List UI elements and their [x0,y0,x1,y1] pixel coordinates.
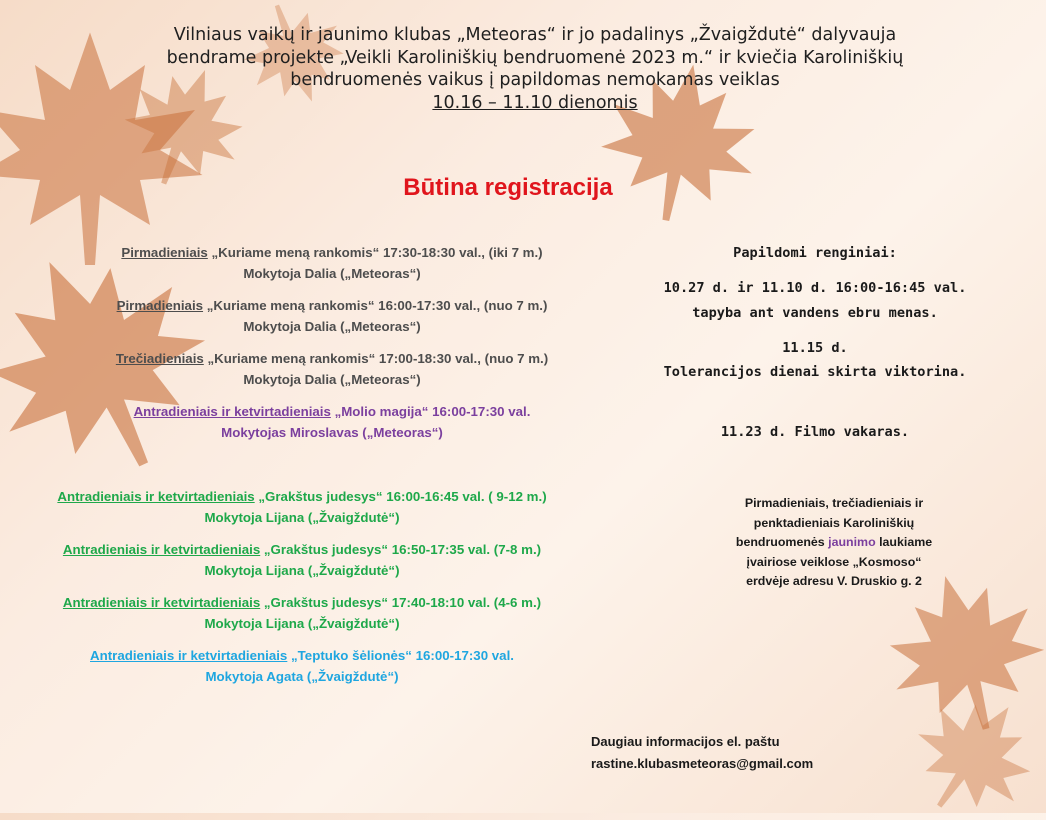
activity-text: „Kuriame meną rankomis“ 17:00-18:30 val., (nuo 7 m.) [203,351,549,366]
event-date: 11.15 d. [782,340,848,356]
activity-item [0,645,634,687]
activity-teacher: Mokytoja Lijana („Žvaigždutė“) [204,510,400,525]
activity-text: „Molio magija“ 16:00-17:30 val. [330,404,531,419]
kosmos-info [716,494,952,592]
kosmos-line: penktadieniais Karoliniškių [753,515,915,530]
header [0,24,1046,114]
event-name: Tolerancijos dienai skirta viktorina. [663,364,967,380]
header-line: bendrame projekte „Veikli Karoliniškių bendruomenė 2023 m.“ ir kviečia Karoliniškių [166,47,904,68]
events-title: Papildomi renginiai: [733,245,897,261]
activity-item [0,348,664,390]
activity-text: „Grakštus judesys“ 17:40-18:10 val. (4-6 m.) [260,595,542,610]
activity-day: Antradieniais ir ketvirtadieniais [90,648,288,663]
activity-day: Antradieniais ir ketvirtadieniais [133,404,331,419]
activity-text: „Grakštus judesys“ 16:00-16:45 val. ( 9-12 m.) [254,489,547,504]
kosmos-text: laukiame [875,535,933,549]
activity-text: „Grakštus judesys“ 16:50-17:35 val. (7-8 m.) [260,542,542,557]
activity-item [0,592,634,634]
activity-teacher: Mokytoja Dalia („Meteoras“) [243,266,421,281]
contact-email[interactable]: rastine.klubasmeteoras@gmail.com [591,756,814,771]
activity-text: „Teptuko šėlionės“ 16:00-17:30 val. [287,648,514,663]
event-film: 11.23 d. Filmo vakaras. [720,424,910,440]
contact-label: Daugiau informacijos el. paštu [591,734,780,749]
activity-day: Trečiadieniais [115,351,204,366]
activity-teacher: Mokytoja Lijana („Žvaigždutė“) [204,563,400,578]
kosmos-highlight: jaunimo [828,535,876,549]
event-name: tapyba ant vandens ebru menas. [692,305,938,321]
header-line: bendruomenės vaikus į papildomas nemokamas veiklas [290,70,780,90]
header-line: Vilniaus vaikų ir jaunimo klubas „Meteoras“ ir jo padalinys „Žvaigždutė“ dalyvauja [173,25,897,45]
activity-teacher: Mokytoja Dalia („Meteoras“) [243,319,421,334]
activity-day: Antradieniais ir ketvirtadieniais [57,489,255,504]
activity-item [0,242,664,284]
activity-teacher: Mokytoja Lijana („Žvaigždutė“) [204,616,400,631]
kosmos-text: bendruomenės [735,535,829,549]
activity-item [0,295,664,337]
event-date: 10.27 d. ir 11.10 d. 16:00-16:45 val. [663,280,967,296]
activity-teacher: Mokytojas Miroslavas („Meteoras“) [221,425,443,440]
activity-item [0,539,634,581]
activity-day: Antradieniais ir ketvirtadieniais [62,542,261,557]
activity-teacher: Mokytoja Dalia („Meteoras“) [243,372,421,387]
activity-day: Pirmadieniais [121,245,208,260]
activity-teacher: Mokytoja Agata („Žvaigždutė“) [205,669,399,684]
maple-leaf-icon [900,690,1046,820]
activity-text: „Kuriame meną rankomis“ 17:30-18:30 val., (iki 7 m.) [207,245,543,260]
header-dates: 10.16 – 11.10 dienomis [432,92,638,113]
activity-item [0,401,664,443]
kosmos-line: įvairiose veiklose „Kosmoso“ [746,554,922,569]
activity-item [0,486,634,528]
contact-info [591,731,891,775]
activity-day: Antradieniais ir ketvirtadieniais [62,595,261,610]
registration-required: Būtina registracija [403,174,613,201]
kosmos-line: erdvėje adresu V. Druskio g. 2 [746,574,922,588]
activity-text: „Kuriame meną rankomis“ 16:00-17:30 val., (nuo 7 m.) [203,298,548,313]
kosmos-line: Pirmadieniais, trečiadieniais ir [744,496,924,510]
activity-day: Pirmadieniais [116,298,204,313]
